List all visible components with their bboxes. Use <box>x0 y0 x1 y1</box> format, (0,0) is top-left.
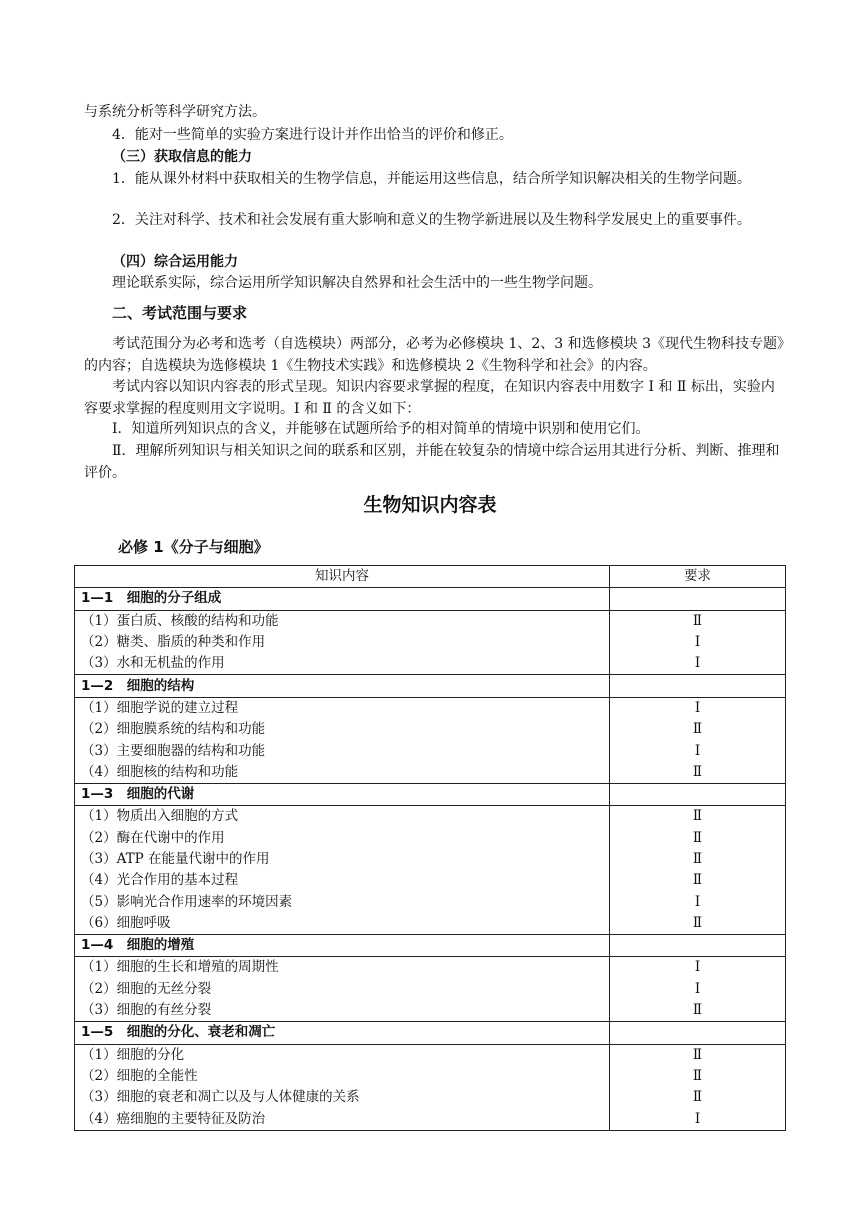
table-row <box>75 610 786 632</box>
table-group-row <box>75 675 786 697</box>
requirement-level: Ⅱ <box>610 1000 786 1022</box>
group-requirement-empty <box>610 675 786 697</box>
requirement-level: Ⅱ <box>610 849 786 870</box>
knowledge-item: （2）细胞的无丝分裂 <box>75 979 610 1000</box>
paragraph-level-2: Ⅱ．理解所列知识与相关知识之间的联系和区别，并能在较复杂的情境中综合运用其进行分析、判断、推理和评价。 <box>84 443 780 481</box>
requirement-level: Ⅰ <box>610 653 786 675</box>
knowledge-item: （2）糖类、脂质的种类和作用 <box>75 632 610 653</box>
knowledge-item: （4）癌细胞的主要特征及防治 <box>75 1108 610 1130</box>
knowledge-item: （2）细胞膜系统的结构和功能 <box>75 719 610 740</box>
table-row <box>75 957 786 979</box>
header-knowledge: 知识内容 <box>75 566 610 588</box>
knowledge-item: （1）细胞的生长和增殖的周期性 <box>75 957 610 979</box>
group-title: 1—4 细胞的增殖 <box>75 935 610 957</box>
table-row <box>75 762 786 784</box>
requirement-level: Ⅱ <box>610 1087 786 1108</box>
table-row <box>75 870 786 891</box>
table-header-row <box>75 566 786 588</box>
knowledge-item: （3）ATP 在能量代谢中的作用 <box>75 849 610 870</box>
table-row <box>75 849 786 870</box>
group-title: 1—5 细胞的分化、衰老和凋亡 <box>75 1022 610 1044</box>
knowledge-item: （2）细胞的全能性 <box>75 1066 610 1087</box>
requirement-level: Ⅱ <box>610 610 786 632</box>
knowledge-item: （3）水和无机盐的作用 <box>75 653 610 675</box>
group-title: 1—2 细胞的结构 <box>75 675 610 697</box>
table-title: 生物知识内容表 <box>363 494 497 516</box>
knowledge-item: （1）细胞的分化 <box>75 1044 610 1066</box>
paragraph-info-2: 2．关注对科学、技术和社会发展有重大影响和意义的生物学新进展以及生物科学发展史上的重要事件。 <box>112 212 751 228</box>
group-title: 1—1 细胞的分子组成 <box>75 588 610 610</box>
group-requirement-empty <box>610 783 786 805</box>
requirement-level: Ⅰ <box>610 632 786 653</box>
table-group-row <box>75 588 786 610</box>
table-row <box>75 740 786 761</box>
requirement-level: Ⅱ <box>610 870 786 891</box>
knowledge-item: （3）细胞的衰老和凋亡以及与人体健康的关系 <box>75 1087 610 1108</box>
requirement-level: Ⅱ <box>610 828 786 849</box>
knowledge-item: （1）细胞学说的建立过程 <box>75 697 610 719</box>
table-row <box>75 891 786 912</box>
knowledge-item: （4）光合作用的基本过程 <box>75 870 610 891</box>
table-row <box>75 806 786 828</box>
knowledge-item: （2）酶在代谢中的作用 <box>75 828 610 849</box>
heading-info-ability: （三）获取信息的能力 <box>112 149 252 165</box>
paragraph-scope: 考试范围分为必考和选考（自选模块）两部分，必考为必修模块 1、2、3 和选修模块 3《现代生物科技专题》的内容；自选模块为选修模块 1《生物技术实践》和选修模块 2《生物科学和社会》的内容。 <box>84 336 784 374</box>
table-row <box>75 1108 786 1130</box>
requirement-level: Ⅰ <box>610 957 786 979</box>
table-row <box>75 697 786 719</box>
table-row <box>75 979 786 1000</box>
table-row <box>75 719 786 740</box>
knowledge-item: （4）细胞核的结构和功能 <box>75 762 610 784</box>
group-requirement-empty <box>610 588 786 610</box>
requirement-level: Ⅰ <box>610 891 786 912</box>
requirement-level: Ⅰ <box>610 979 786 1000</box>
knowledge-item: （1）蛋白质、核酸的结构和功能 <box>75 610 610 632</box>
table-row <box>75 1044 786 1066</box>
requirement-level: Ⅱ <box>610 913 786 935</box>
table-row <box>75 632 786 653</box>
requirement-level: Ⅰ <box>610 1108 786 1130</box>
requirement-level: Ⅱ <box>610 1066 786 1087</box>
table-group-row <box>75 1022 786 1044</box>
knowledge-item: （3）细胞的有丝分裂 <box>75 1000 610 1022</box>
table-group-row <box>75 783 786 805</box>
requirement-level: Ⅰ <box>610 740 786 761</box>
knowledge-item: （5）影响光合作用速率的环境因素 <box>75 891 610 912</box>
table-row <box>75 1066 786 1087</box>
heading-comprehensive-ability: （四）综合运用能力 <box>112 254 238 270</box>
table-row <box>75 828 786 849</box>
requirement-level: Ⅰ <box>610 697 786 719</box>
group-requirement-empty <box>610 1022 786 1044</box>
table-row <box>75 1087 786 1108</box>
paragraph-comprehensive: 理论联系实际，综合运用所学知识解决自然界和社会生活中的一些生物学问题。 <box>112 275 602 291</box>
paragraph-methods-tail: 与系统分析等科学研究方法。 <box>84 104 266 120</box>
requirement-level: Ⅱ <box>610 762 786 784</box>
table-group-row <box>75 935 786 957</box>
section-heading-scope: 二、考试范围与要求 <box>112 304 248 322</box>
paragraph-info-1: 1．能从课外材料中获取相关的生物学信息，并能运用这些信息，结合所学知识解决相关的生物学问题。 <box>112 171 751 187</box>
header-requirement: 要求 <box>610 566 786 588</box>
knowledge-table <box>74 565 786 1131</box>
requirement-level: Ⅱ <box>610 1044 786 1066</box>
knowledge-item: （3）主要细胞器的结构和功能 <box>75 740 610 761</box>
group-requirement-empty <box>610 935 786 957</box>
requirement-level: Ⅱ <box>610 719 786 740</box>
module-title: 必修 1《分子与细胞》 <box>118 538 269 556</box>
group-title: 1—3 细胞的代谢 <box>75 783 610 805</box>
paragraph-ability-4: 4．能对一些简单的实验方案进行设计并作出恰当的评价和修正。 <box>112 127 513 143</box>
table-row <box>75 1000 786 1022</box>
paragraph-level-1: Ⅰ．知道所列知识点的含义，并能够在试题所给予的相对简单的情境中识别和使用它们。 <box>112 421 650 437</box>
table-row <box>75 653 786 675</box>
paragraph-levels: 考试内容以知识内容表的形式呈现。知识内容要求掌握的程度，在知识内容表中用数字 Ⅰ 和 Ⅱ 标出，实验内容要求掌握的程度则用文字说明。Ⅰ 和 Ⅱ 的含义如下： <box>84 379 775 417</box>
knowledge-item: （1）物质出入细胞的方式 <box>75 806 610 828</box>
knowledge-item: （6）细胞呼吸 <box>75 913 610 935</box>
requirement-level: Ⅱ <box>610 806 786 828</box>
table-row <box>75 913 786 935</box>
